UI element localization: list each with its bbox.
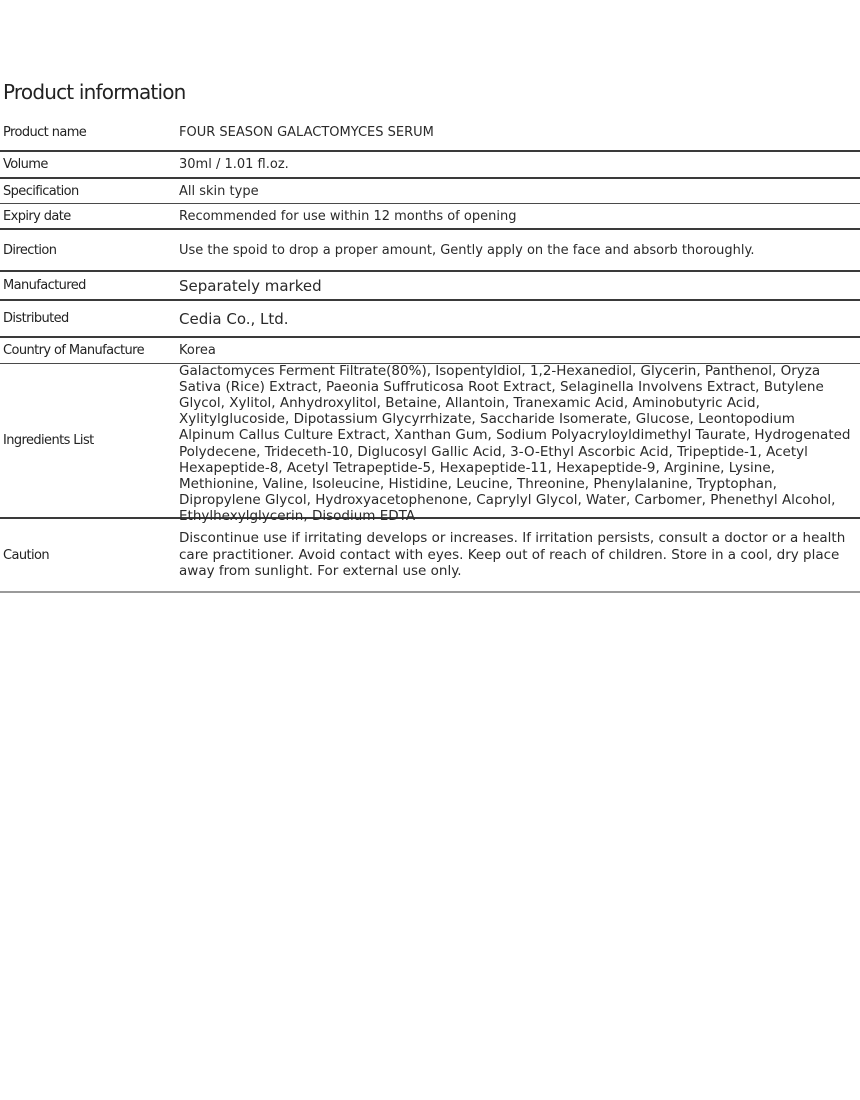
table-row-product-name <box>0 115 860 152</box>
table-row-volume <box>0 152 860 179</box>
table-row-expiry-date <box>0 204 860 230</box>
row-label: Direction <box>3 242 57 258</box>
row-label: Manufactured <box>3 278 86 293</box>
row-value: Cedia Co., Ltd. <box>179 309 289 328</box>
page-title: Product information <box>3 80 186 104</box>
table-row-distributed <box>0 301 860 338</box>
row-value: Recommended for use within 12 months of opening <box>179 208 517 224</box>
row-value: FOUR SEASON GALACTOMYCES SERUM <box>179 125 434 140</box>
row-label: Expiry date <box>3 208 71 224</box>
table-row-manufactured <box>0 272 860 301</box>
row-value: Korea <box>179 343 216 358</box>
ingredients-value <box>176 362 860 525</box>
row-value: 30ml / 1.01 fl.oz. <box>179 157 289 172</box>
row-label: Product name <box>3 125 87 140</box>
table-row-country-of-manufacture <box>0 338 860 364</box>
row-label: Country of Manufacture <box>3 343 144 358</box>
product-info-table <box>0 115 860 593</box>
table-row-ingredients-list <box>0 362 860 525</box>
row-label: Volume <box>3 157 48 172</box>
row-label: Ingredients List <box>3 433 94 448</box>
row-label: Distributed <box>3 311 69 326</box>
row-value: All skin type <box>179 183 259 199</box>
row-value: Use the spoid to drop a proper amount, Gently apply on the face and absorb thoroughly. <box>179 242 755 258</box>
row-value: Discontinue use if irritating develops or increases. If irritation persists, consult a doctor or a health care practitioner. Avoid contact with eyes. Keep out of reach of children. Store in a cool, dry place away from sunlight. For external use only. <box>179 530 846 580</box>
table-row-caution <box>0 519 860 593</box>
table-row-direction <box>0 230 860 272</box>
table-row-specification <box>0 179 860 204</box>
row-label: Specification <box>3 183 79 199</box>
row-value: Separately marked <box>179 276 322 295</box>
ingredients-text: Galactomyces Ferment Filtrate(80%), Isopentyldiol, 1,2-Hexanediol, Glycerin, Panthenol, Oryza Sativa (Rice) Extract, Paeonia Suffruticosa Root Extract, Selaginella Involvens Extract, Butylene Glycol, Xylitol, Anhydroxylitol, Betaine, Allantoin, Tranexamic Acid, Aminobutyric Acid, Xylitylglucoside, Dipotassium Glycyrrhizate, Saccharide Isomerate, Glucose, Leontopodium Alpinum Callus Culture Extract, Xanthan Gum, Sodium Polyacryloyldimethyl Taurate, Hydrogenated Polydecene, Trideceth-10, Diglucosyl Gallic Acid, 3-O-Ethyl Ascorbic Acid, Tripeptide-1, Acetyl Hexapeptide-8, Acetyl Tetrapeptide-5, Hexapeptide-11, Hexapeptide-9, Arginine, Lysine, Methionine, Valine, Isoleucine, Histidine, Leucine, Threonine, Phenylalanine, Tryptophan, Dipropylene Glycol, Hydroxyacetophenone, Caprylyl Glycol, Water, Carbomer, Phenethyl Alcohol, Ethylhexylglycerin, Disodium EDTA <box>179 362 851 525</box>
row-label: Caution <box>3 547 49 563</box>
